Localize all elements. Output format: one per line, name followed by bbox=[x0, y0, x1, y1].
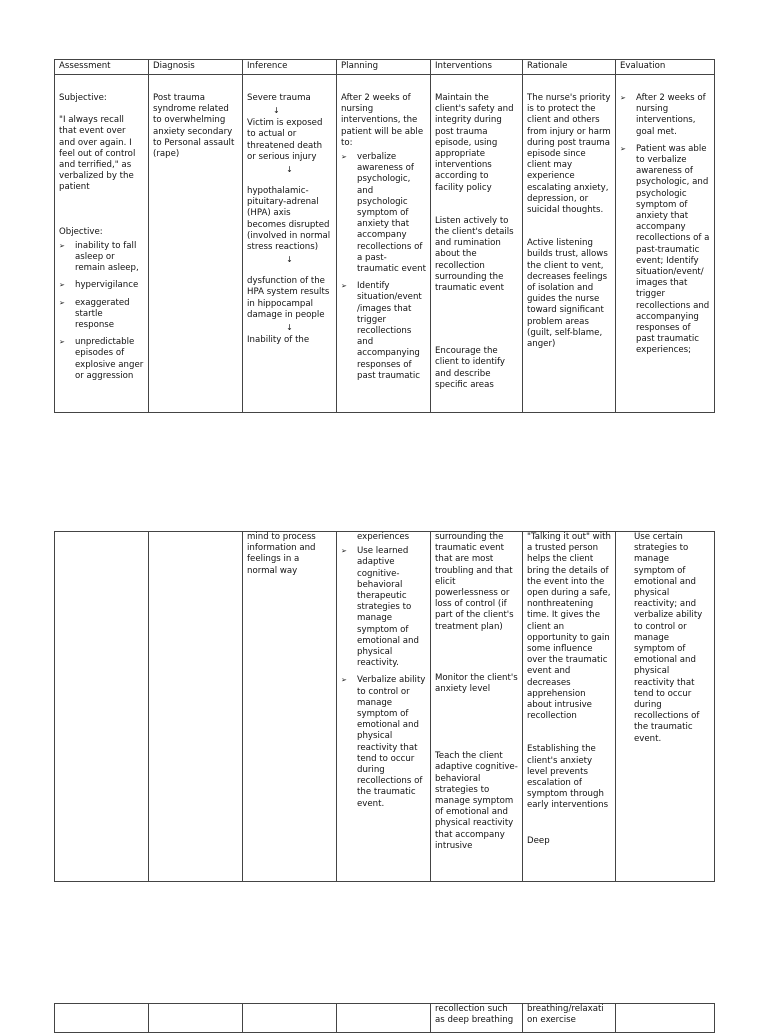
header-evaluation: Evaluation bbox=[616, 60, 715, 75]
care-plan-table-part-3 bbox=[54, 1003, 714, 1033]
intervention-text: Listen actively to the client's details and rumination about the recollection surrounding the traumatic event bbox=[435, 215, 514, 294]
body-row-2 bbox=[55, 532, 715, 882]
inference-step: dysfunction of the HPA system results in hippocampal damage in people bbox=[247, 276, 330, 320]
assessment-cell bbox=[55, 1004, 149, 1033]
body-row-1 bbox=[55, 75, 715, 413]
assessment-cell bbox=[55, 75, 149, 413]
objective-list bbox=[59, 241, 144, 382]
objective-item: ➢ inability to fall asleep or remain asleep, bbox=[59, 241, 144, 275]
planning-continued: experiences bbox=[357, 532, 410, 542]
inference-cell bbox=[243, 532, 337, 882]
planning-item: ➢ Verbalize ability to control or manage symptom of emotional and physical reactivity that tend to occur during recollections of the traumatic event. bbox=[341, 675, 426, 809]
down-arrow-icon: ↓ bbox=[286, 323, 293, 333]
rationale-cell bbox=[523, 1004, 616, 1033]
inference-step: Inability of the bbox=[247, 335, 310, 346]
rationale-text: Deep bbox=[527, 835, 550, 846]
assessment-cell bbox=[55, 532, 149, 882]
subjective-label: Subjective: bbox=[59, 93, 107, 103]
planning-list bbox=[341, 152, 426, 382]
planning-cell bbox=[337, 532, 431, 882]
rationale-cell bbox=[523, 75, 616, 413]
rationale-text: Establishing the client's anxiety level prevents escalation of symptom through early interventions bbox=[527, 744, 609, 811]
objective-item: ➢ unpredictable episodes of explosive anger or aggression bbox=[59, 337, 144, 382]
evaluation-continued: Use certain strategies to manage symptom of emotional and physical reactivity; and verbalize ability to control or manage symptom of emotional and physical reactivity that tend to occur during recollections of the traumatic event. bbox=[634, 532, 703, 744]
header-interventions: Interventions bbox=[431, 60, 523, 75]
intervention-text: Encourage the client to identify and describe specific areas bbox=[435, 346, 505, 390]
header-planning: Planning bbox=[337, 60, 431, 75]
body-row-3 bbox=[55, 1004, 715, 1033]
header-diagnosis: Diagnosis bbox=[149, 60, 243, 75]
rationale-text: breathing/relaxati on exercise bbox=[527, 1004, 604, 1026]
rationale-text: "Talking it out" with a trusted person helps the client bring the details of the event into the open during a safe, nonthreatening time. It gives the client an opportunity to gain some influence over the traumatic event and decreases apprehension about intrusive recollection bbox=[527, 532, 611, 722]
diagnosis-text: Post trauma syndrome related to overwhelming anxiety secondary to Personal assault (rape) bbox=[153, 93, 235, 160]
subjective-quote: "I always recall that event over and over again. I feel out of control and terrified," as verbalized by the patient bbox=[59, 115, 136, 193]
evaluation-cell bbox=[616, 75, 715, 413]
inference-step: Severe trauma bbox=[247, 93, 311, 103]
evaluation-item: ➢ After 2 weeks of nursing interventions, goal met. bbox=[620, 93, 710, 138]
evaluation-item: ➢ Patient was able to verbalize awareness of psychologic, and psychologic symptom of anxiety that accompany recollections of a past-traumatic event; Identify situation/event/ images that trigger recollections and accompanying responses of past traumatic experiences; bbox=[620, 144, 710, 357]
inference-cell bbox=[243, 75, 337, 413]
planning-intro: After 2 weeks of nursing interventions, the patient will be able to: bbox=[341, 93, 424, 148]
header-assessment: Assessment bbox=[55, 60, 149, 75]
objective-label: Objective: bbox=[59, 226, 103, 237]
planning-cell bbox=[337, 75, 431, 413]
inference-step: Victim is exposed to actual or threatened death or serious injury bbox=[247, 118, 323, 162]
interventions-cell bbox=[431, 1004, 523, 1033]
planning-item: ➢ Identify situation/event /images that trigger recollections and accompanying responses of past traumatic bbox=[341, 281, 426, 382]
evaluation-cell bbox=[616, 532, 715, 882]
header-inference: Inference bbox=[243, 60, 337, 75]
planning-item: ➢ verbalize awareness of psychologic, and psychologic symptom of anxiety that accompany recollections of a past-traumatic event bbox=[341, 152, 426, 275]
evaluation-list bbox=[620, 93, 710, 357]
diagnosis-cell bbox=[149, 1004, 243, 1033]
evaluation-cell bbox=[616, 1004, 715, 1033]
intervention-text: surrounding the traumatic event that are most troubling and that elicit powerlessness or loss of control (if part of the client's treatment plan) bbox=[435, 532, 514, 632]
intervention-text: Teach the client adaptive cognitive-behavioral strategies to manage symptom of emotional and physical reactivity that accompany intrusive bbox=[435, 751, 518, 851]
planning-cell bbox=[337, 1004, 431, 1033]
objective-item: ➢ exaggerated startle response bbox=[59, 298, 144, 332]
intervention-text: recollection such as deep breathing bbox=[435, 1004, 514, 1026]
inference-cell bbox=[243, 1004, 337, 1033]
header-row bbox=[55, 60, 715, 75]
rationale-cell bbox=[523, 532, 616, 882]
down-arrow-icon: ↓ bbox=[273, 106, 280, 116]
header-rationale: Rationale bbox=[523, 60, 616, 75]
diagnosis-cell bbox=[149, 75, 243, 413]
interventions-cell bbox=[431, 75, 523, 413]
rationale-text: The nurse's priority is to protect the client and others from injury or harm during post trauma episode since client may experience escalating anxiety, depression, or suicidal thoughts. bbox=[527, 93, 611, 216]
care-plan-table-part-2 bbox=[54, 531, 714, 882]
rationale-text: Active listening builds trust, allows the client to vent, decreases feelings of isolation and guides the nurse toward significant problem areas (guilt, self-blame, anger) bbox=[527, 238, 608, 350]
planning-list bbox=[341, 546, 426, 810]
planning-item: ➢ Use learned adaptive cognitive-behavioral therapeutic strategies to manage symptom of emotional and physical reactivity. bbox=[341, 546, 426, 669]
intervention-text: Maintain the client's safety and integrity during post trauma episode, using appropriate interventions according to facility policy bbox=[435, 93, 514, 193]
down-arrow-icon: ↓ bbox=[286, 165, 293, 175]
inference-step: hypothalamic-pituitary-adrenal (HPA) axis becomes disrupted (involved in normal stress reactions) bbox=[247, 186, 331, 253]
inference-continued: mind to process information and feelings in a normal way bbox=[247, 532, 316, 576]
intervention-text: Monitor the client's anxiety level bbox=[435, 672, 518, 695]
interventions-cell bbox=[431, 532, 523, 882]
care-plan-table-part-1 bbox=[54, 59, 714, 413]
objective-item: ➢ hypervigilance bbox=[59, 280, 144, 291]
diagnosis-cell bbox=[149, 532, 243, 882]
down-arrow-icon: ↓ bbox=[286, 255, 293, 265]
